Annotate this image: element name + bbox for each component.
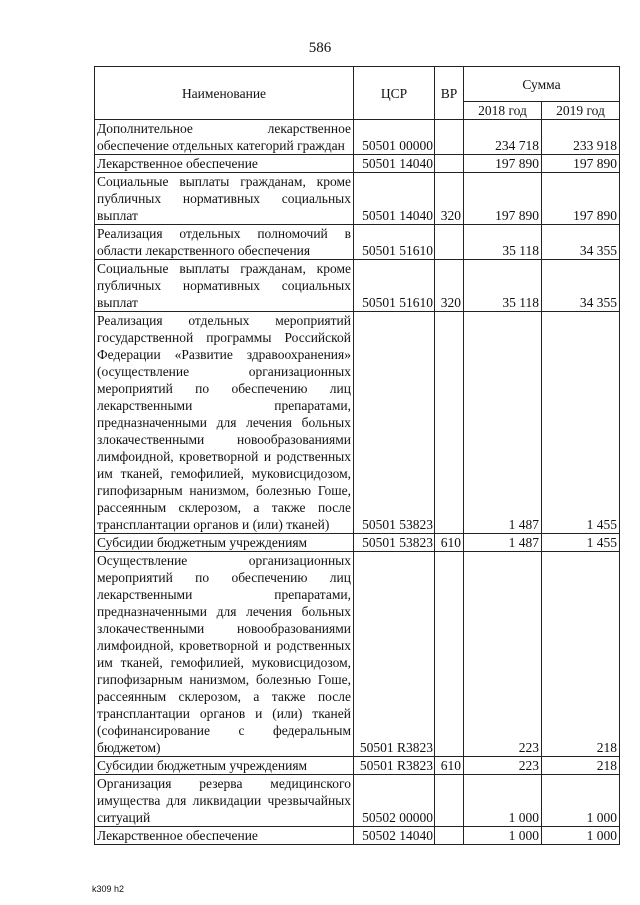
row-value-2019: 34 355 xyxy=(542,225,620,260)
row-vr: 320 xyxy=(435,173,464,225)
row-value-2018: 35 118 xyxy=(464,225,542,260)
row-name: Социальные выплаты гражданам, кроме публичных нормативных социальных выплат xyxy=(95,173,354,225)
table-row xyxy=(95,534,620,552)
row-value-2019: 218 xyxy=(542,552,620,757)
row-vr xyxy=(435,120,464,155)
row-csr: 50502 14040 xyxy=(354,827,435,845)
row-value-2018: 1 000 xyxy=(464,827,542,845)
table-row xyxy=(95,552,620,757)
row-value-2019: 197 890 xyxy=(542,155,620,173)
row-vr xyxy=(435,827,464,845)
table-row xyxy=(95,155,620,173)
row-vr xyxy=(435,225,464,260)
header-name: Наименование xyxy=(95,67,354,120)
header-csr: ЦСР xyxy=(354,67,435,120)
row-csr: 50501 R3823 xyxy=(354,757,435,775)
table-row xyxy=(95,173,620,225)
row-vr xyxy=(435,312,464,534)
header-year-2019: 2019 год xyxy=(542,102,620,120)
table-row xyxy=(95,120,620,155)
table-row xyxy=(95,260,620,312)
row-value-2018: 223 xyxy=(464,552,542,757)
row-csr: 50501 51610 xyxy=(354,225,435,260)
row-value-2019: 34 355 xyxy=(542,260,620,312)
row-vr xyxy=(435,775,464,827)
row-value-2019: 1 455 xyxy=(542,312,620,534)
row-value-2019: 197 890 xyxy=(542,173,620,225)
table-row xyxy=(95,827,620,845)
row-csr: 50501 53823 xyxy=(354,312,435,534)
row-value-2018: 1 000 xyxy=(464,775,542,827)
row-value-2019: 1 000 xyxy=(542,827,620,845)
row-vr: 610 xyxy=(435,534,464,552)
row-vr xyxy=(435,552,464,757)
row-vr: 320 xyxy=(435,260,464,312)
row-value-2018: 1 487 xyxy=(464,534,542,552)
row-name: Лекарственное обеспечение xyxy=(95,827,354,845)
row-csr: 50501 R3823 xyxy=(354,552,435,757)
row-name: Лекарственное обеспечение xyxy=(95,155,354,173)
row-vr xyxy=(435,155,464,173)
row-value-2018: 197 890 xyxy=(464,155,542,173)
row-value-2018: 1 487 xyxy=(464,312,542,534)
row-csr: 50502 00000 xyxy=(354,775,435,827)
row-value-2019: 1 455 xyxy=(542,534,620,552)
header-vr: ВР xyxy=(435,67,464,120)
row-csr: 50501 14040 xyxy=(354,173,435,225)
row-name: Субсидии бюджетным учреждениям xyxy=(95,534,354,552)
row-csr: 50501 14040 xyxy=(354,155,435,173)
row-csr: 50501 00000 xyxy=(354,120,435,155)
row-name: Субсидии бюджетным учреждениям xyxy=(95,757,354,775)
row-value-2018: 223 xyxy=(464,757,542,775)
row-value-2018: 35 118 xyxy=(464,260,542,312)
row-csr: 50501 53823 xyxy=(354,534,435,552)
row-vr: 610 xyxy=(435,757,464,775)
header-sum: Сумма xyxy=(464,67,620,102)
table-row xyxy=(95,757,620,775)
page-number: 586 xyxy=(308,40,332,56)
row-value-2019: 218 xyxy=(542,757,620,775)
row-name: Социальные выплаты гражданам, кроме публичных нормативных социальных выплат xyxy=(95,260,354,312)
row-value-2019: 1 000 xyxy=(542,775,620,827)
row-csr: 50501 51610 xyxy=(354,260,435,312)
budget-table xyxy=(94,66,620,845)
row-name: Реализация отдельных мероприятий государственной программы Российской Федерации «Развитие здравоохранения» (осуществление организационных мероприятий по обеспечению лиц лекарственными препаратами, предназначенными для лечения больных злокачественными новообразованиями лимфоидной, кроветворной и родственных им тканей, гемофилией, муковисцидозом, гипофизарным нанизмом, болезнью Гоше, рассеянным склерозом, а также после трансплантации органов и (или) тканей) xyxy=(95,312,354,534)
row-value-2018: 197 890 xyxy=(464,173,542,225)
footer-code: k309 h2 xyxy=(92,884,125,894)
table-row xyxy=(95,312,620,534)
header-year-2018: 2018 год xyxy=(464,102,542,120)
table-row xyxy=(95,225,620,260)
table-row xyxy=(95,775,620,827)
row-name: Организация резерва медицинского имущества для ликвидации чрезвычайных ситуаций xyxy=(95,775,354,827)
row-name: Осуществление организационных мероприятий по обеспечению лиц лекарственными препаратами, предназначенными для лечения больных злокачественными новообразованиями лимфоидной, кроветворной и родственных им тканей, гемофилией, муковисцидозом, гипофизарным нанизмом, болезнью Гоше, рассеянным склерозом, а также после трансплантации органов и (или) тканей (софинансирование с федеральным бюджетом) xyxy=(95,552,354,757)
row-name: Дополнительное лекарственное обеспечение отдельных категорий граждан xyxy=(95,120,354,155)
row-value-2019: 233 918 xyxy=(542,120,620,155)
row-value-2018: 234 718 xyxy=(464,120,542,155)
row-name: Реализация отдельных полномочий в области лекарственного обеспечения xyxy=(95,225,354,260)
